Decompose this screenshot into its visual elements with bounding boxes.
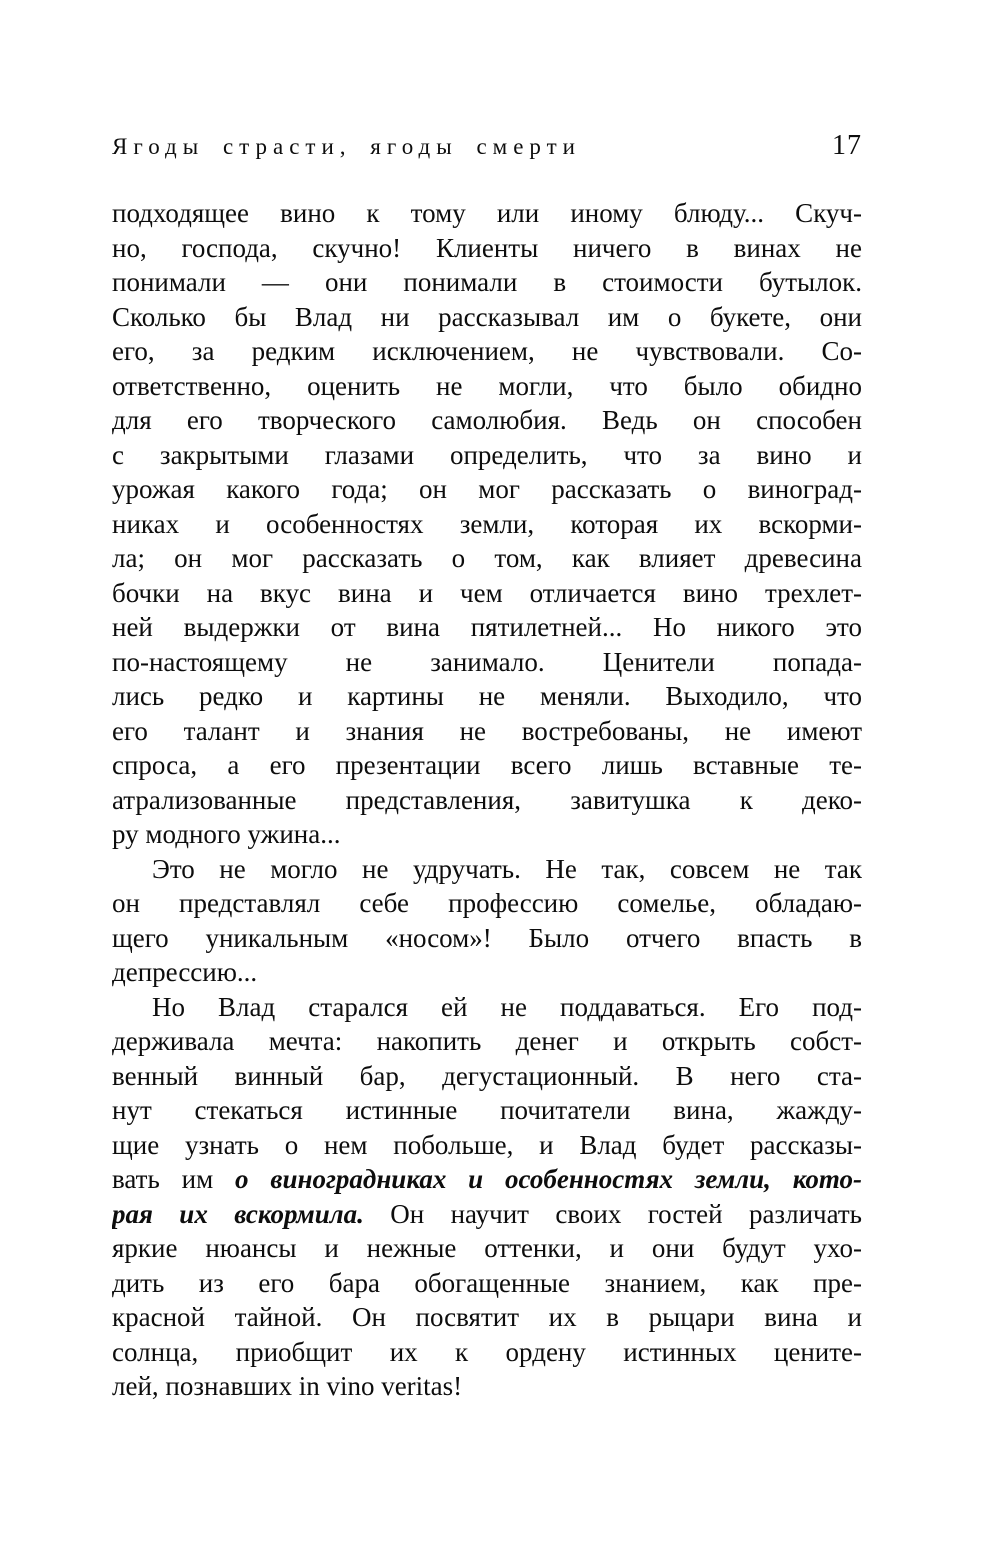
text-line bbox=[112, 990, 862, 1025]
text-segment: красной тайной. Он посвятит их в рыцари вина и bbox=[112, 1302, 862, 1332]
page-number: 17 bbox=[832, 130, 862, 161]
text-segment: для его творческого самолюбия. Ведь он способен bbox=[112, 405, 862, 435]
text-segment: Сколько бы Влад ни рассказывал им о букете, они bbox=[112, 301, 862, 332]
text-line bbox=[112, 645, 862, 680]
text-line bbox=[112, 1162, 862, 1197]
text-line bbox=[112, 783, 862, 818]
text-line bbox=[112, 1197, 862, 1232]
text-segment: держивала мечта: накопить денег и открыть собст- bbox=[112, 1026, 862, 1056]
header-title: Ягоды страсти, ягоды смерти bbox=[112, 134, 581, 159]
text-line bbox=[112, 507, 862, 542]
text-segment: он представлял себе профессию сомелье, обладаю- bbox=[112, 888, 862, 918]
text-line bbox=[112, 472, 862, 507]
text-segment: депрессию... bbox=[112, 957, 258, 987]
page-content bbox=[112, 130, 862, 1404]
paragraph bbox=[112, 852, 862, 990]
text-segment: бочки на вкус вина и чем отличается вино трехлет- bbox=[112, 577, 862, 608]
text-segment: ответственно, оценить не могли, что было обидно bbox=[112, 370, 862, 401]
text-segment: вать им bbox=[112, 1164, 236, 1194]
text-line bbox=[112, 748, 862, 783]
text-segment: Но Влад старался ей не поддаваться. Его под- bbox=[152, 991, 862, 1022]
text-segment: Он научит своих гостей различать bbox=[363, 1198, 862, 1229]
text-line bbox=[112, 196, 862, 231]
text-line bbox=[112, 1335, 862, 1370]
paragraph bbox=[112, 990, 862, 1404]
text-line bbox=[112, 334, 862, 369]
text-segment: щего уникальным «носом»! Было отчего впасть в bbox=[112, 922, 862, 953]
text-line bbox=[112, 886, 862, 921]
text-segment: по-настоящему не занимало. Ценители попада- bbox=[112, 646, 862, 677]
text-segment: но, господа, скучно! Клиенты ничего в винах не bbox=[112, 232, 862, 263]
paragraph bbox=[112, 196, 862, 852]
text-segment: понимали — они понимали в стоимости бутылок. bbox=[112, 267, 862, 297]
text-segment: солнца, приобщит их к ордену истинных цените- bbox=[112, 1336, 862, 1367]
text-line bbox=[112, 1093, 862, 1128]
text-line bbox=[112, 679, 862, 714]
text-segment: подходящее вино к тому или иному блюду... Скуч- bbox=[112, 198, 862, 228]
text-line bbox=[112, 403, 862, 438]
text-line bbox=[112, 610, 862, 645]
text-segment: его талант и знания не востребованы, не имеют bbox=[112, 715, 862, 746]
text-segment: ней выдержки от вина пятилетней... Но никого это bbox=[112, 612, 862, 642]
text-line bbox=[112, 369, 862, 404]
text-segment: щие узнать о нем побольше, и Влад будет рассказы- bbox=[112, 1129, 862, 1160]
text-line bbox=[112, 1300, 862, 1335]
text-segment: ла; он мог рассказать о том, как влияет древесина bbox=[112, 543, 862, 573]
running-header bbox=[112, 130, 862, 162]
text-line bbox=[112, 1231, 862, 1266]
text-segment: о виноградниках и особенностях земли, кото- bbox=[235, 1164, 862, 1194]
text-segment: дить из его бара обогащенные знанием, как пре- bbox=[112, 1267, 862, 1298]
text-segment: ру модного ужина... bbox=[112, 819, 341, 849]
text-segment: спроса, а его презентации всего лишь вставные те- bbox=[112, 750, 862, 780]
text-segment: урожая какого года; он мог рассказать о виноград- bbox=[112, 474, 862, 504]
text-segment: с закрытыми глазами определить, что за вино и bbox=[112, 439, 862, 470]
text-line bbox=[112, 265, 862, 300]
text-line bbox=[112, 955, 862, 990]
text-segment: никах и особенностях земли, которая их вскорми- bbox=[112, 508, 862, 539]
text-line bbox=[112, 714, 862, 749]
text-body bbox=[112, 196, 862, 1404]
text-segment: его, за редким исключением, не чувствовали. Со- bbox=[112, 336, 862, 366]
text-line bbox=[112, 541, 862, 576]
text-line bbox=[112, 1128, 862, 1163]
text-line bbox=[112, 1369, 862, 1404]
text-segment: рая их вскормила. bbox=[112, 1198, 364, 1229]
text-segment: атрализованные представления, завитушка к деко- bbox=[112, 784, 862, 815]
text-segment: яркие нюансы и нежные оттенки, и они будут ухо- bbox=[112, 1233, 862, 1263]
text-line bbox=[112, 1059, 862, 1094]
text-segment: Это не могло не удручать. Не так, совсем не так bbox=[152, 853, 862, 884]
text-segment: венный винный бар, дегустационный. В него ста- bbox=[112, 1060, 862, 1091]
text-line bbox=[112, 300, 862, 335]
text-line bbox=[112, 231, 862, 266]
text-line bbox=[112, 921, 862, 956]
text-segment: нут стекаться истинные почитатели вина, жажду- bbox=[112, 1095, 862, 1125]
text-line bbox=[112, 576, 862, 611]
text-segment: лись редко и картины не меняли. Выходило, что bbox=[112, 681, 862, 711]
text-line bbox=[112, 1024, 862, 1059]
text-line bbox=[112, 1266, 862, 1301]
text-line bbox=[112, 852, 862, 887]
text-line bbox=[112, 817, 862, 852]
text-segment: лей, познавших in vino veritas! bbox=[112, 1371, 463, 1401]
text-line bbox=[112, 438, 862, 473]
